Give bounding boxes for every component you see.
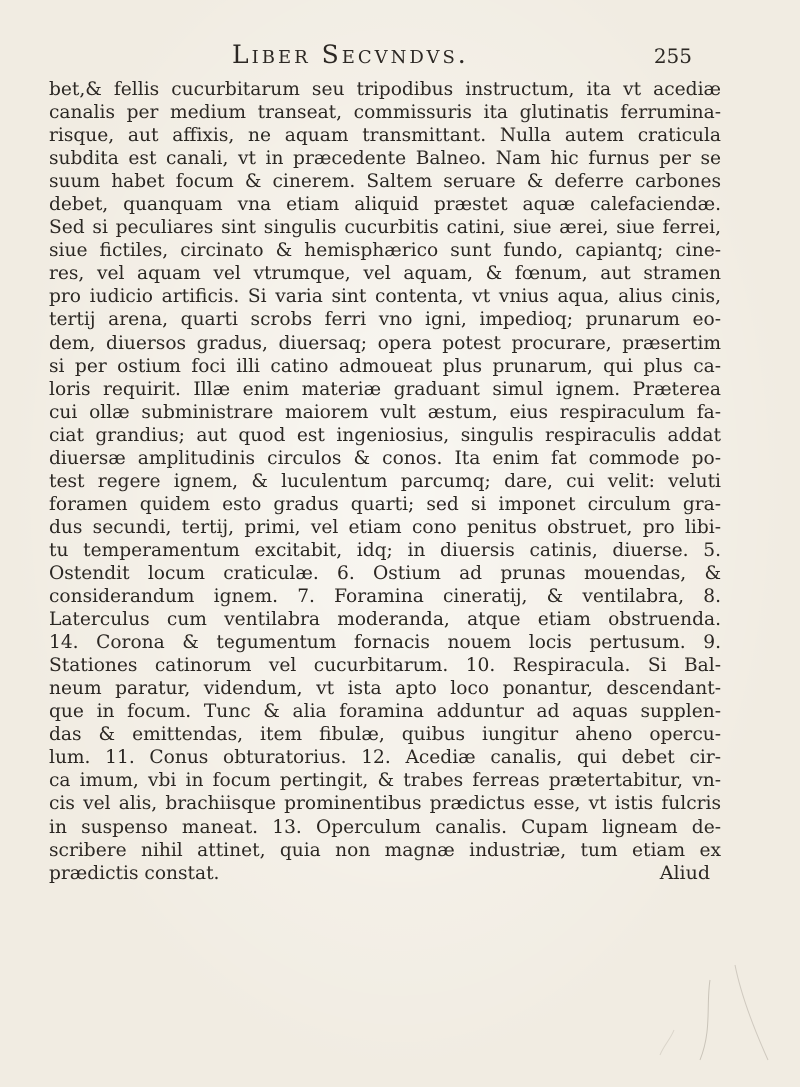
- text-line: ciat grandius; aut quod est ingeniosius, singulis respiraculis addat: [49, 424, 721, 446]
- text-line: tu temperamentum excitabit, idq; in diuersis catinis, diuerse. 5.: [49, 539, 721, 561]
- text-line: considerandum ignem. 7. Foramina cineratij, & ventilabra, 8.: [49, 586, 721, 608]
- text-line: suum habet focum & cinerem. Saltem seruare & deferre carbones: [49, 171, 721, 193]
- text-line: diuersæ amplitudinis circulos & conos. Ita enim fat commode po-: [49, 447, 721, 469]
- text-line: res, vel aquam vel vtrumque, vel aquam, & fœnum, aut stramen: [49, 263, 721, 285]
- text-line: foramen quidem esto gradus quarti; sed si imponet circulum gra-: [49, 493, 721, 515]
- text-line: Ostendit locum craticulæ. 6. Ostium ad prunas mouendas, &: [49, 562, 721, 584]
- text-line: cui ollæ subministrare maiorem vult æstum, eius respiraculum fa-: [49, 401, 721, 423]
- text-line-final: prædictis constat.: [49, 862, 220, 884]
- text-line: subdita est canali, vt in præcedente Balneo. Nam hic furnus per se: [49, 148, 721, 170]
- text-line: cis vel alis, brachiisque prominentibus prædictus esse, vt istis fulcris: [49, 793, 721, 815]
- text-line: neum paratur, videndum, vt ista apto loco ponantur, descendant-: [49, 678, 721, 700]
- text-line: debet, quanquam vna etiam aliquid præstet aquæ calefaciendæ.: [49, 194, 721, 216]
- body-text: [49, 78, 721, 885]
- text-line: loris requirit. Illæ enim materiæ graduant simul ignem. Præterea: [49, 378, 721, 400]
- page-number: 255: [653, 44, 692, 68]
- text-line: pro iudicio artificis. Si varia sint contenta, vt vnius aqua, alius cinis,: [49, 286, 721, 308]
- text-line: Stationes catinorum vel cucurbitarum. 10. Respiracula. Si Bal-: [49, 655, 721, 677]
- text-line: das & emittendas, item fibulæ, quibus iungitur aheno opercu-: [49, 724, 721, 746]
- text-line: siue fictiles, circinato & hemisphærico sunt fundo, capiantq; cine-: [49, 240, 721, 262]
- text-line: Sed si peculiares sint singulis cucurbitis catini, siue ærei, siue ferrei,: [49, 217, 721, 239]
- text-line: test regere ignem, & luculentum parcumq; dare, cui velit: veluti: [49, 470, 721, 492]
- text-line: canalis per medium transeat, commissuris ita glutinatis ferrumina-: [49, 102, 721, 124]
- text-line: lum. 11. Conus obturatorius. 12. Acediæ canalis, qui debet cir-: [49, 747, 721, 769]
- text-line: si per ostium foci illi catino admoueat plus prunarum, qui plus ca-: [49, 355, 721, 377]
- ink-bleed-marks: [640, 960, 780, 1070]
- text-line: in suspenso maneat. 13. Operculum canalis. Cupam ligneam de-: [49, 816, 721, 838]
- text-line: risque, aut affixis, ne aquam transmittant. Nulla autem craticula: [49, 125, 721, 147]
- text-line: tertij arena, quarti scrobs ferri vno igni, impedioq; prunarum eo-: [49, 309, 721, 331]
- text-line: scribere nihil attinet, quia non magnæ industriæ, tum etiam ex: [49, 839, 721, 861]
- text-line: Laterculus cum ventilabra moderanda, atque etiam obstruenda.: [49, 609, 721, 631]
- running-head: Liber Secvndvs.: [232, 40, 469, 69]
- page-header: [212, 40, 692, 80]
- text-line: bet,& fellis cucurbitarum seu tripodibus instructum, ita vt acediæ: [49, 79, 721, 100]
- text-line: dem, diuersos gradus, diuersaq; opera potest procurare, præsertim: [49, 332, 721, 354]
- text-line: que in focum. Tunc & alia foramina adduntur ad aquas supplen-: [49, 701, 721, 723]
- catchword: Aliud: [659, 862, 710, 884]
- text-line: ca imum, vbi in focum pertingit, & trabes ferreas prætertabitur, vn-: [49, 770, 721, 792]
- text-line: 14. Corona & tegumentum fornacis nouem locis pertusum. 9.: [49, 632, 721, 654]
- text-line: dus secundi, tertij, primi, vel etiam cono penitus obstruet, pro libi-: [49, 516, 721, 538]
